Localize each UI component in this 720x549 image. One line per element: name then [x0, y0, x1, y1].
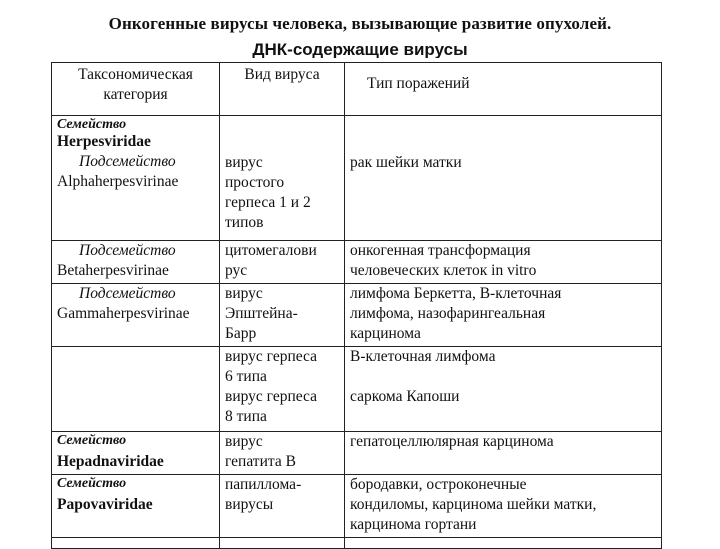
header-virus [220, 63, 345, 116]
virus-line: типов [225, 214, 264, 231]
lesion-line: бородавки, остроконечные [350, 476, 527, 493]
virus-line: рус [225, 262, 248, 279]
taxon-cell [52, 241, 220, 284]
virus-line: вирус герпеса [225, 348, 317, 365]
virus-line: герпеса 1 и 2 [225, 194, 311, 211]
virus-table [51, 62, 662, 549]
virus-line: гепатита В [225, 453, 296, 470]
lesion-line: В-клеточная лимфома [350, 348, 496, 365]
virus-line: 8 типа [225, 408, 267, 425]
document-title: Онкогенные вирусы человека, вызывающие развитие опухолей. [108, 14, 612, 33]
virus-cell [220, 538, 345, 549]
lesion-cell [345, 347, 662, 432]
subfamily-name: Alphaherpesvirinae [57, 173, 179, 190]
virus-line: цитомегалови [225, 242, 317, 259]
subfamily-name: Gammaherpesvirinae [57, 305, 190, 322]
lesion-line: человеческих клеток in vitro [350, 262, 537, 279]
family-label: Семейство [57, 117, 127, 132]
taxon-cell [52, 347, 220, 432]
table-row [52, 284, 662, 347]
lesion-cell [345, 116, 662, 241]
virus-line: папиллома- [225, 476, 302, 493]
document-subtitle: ДНК-содержащие вирусы [252, 40, 468, 58]
table-row [52, 538, 662, 549]
virus-line: простого [225, 174, 285, 191]
table-row [52, 432, 662, 475]
virus-line: вирус герпеса [225, 388, 317, 405]
virus-line: вирусы [225, 496, 274, 513]
subfamily-label: Подсемейство [79, 242, 176, 259]
taxon-cell [52, 116, 220, 241]
lesion-line: онкогенная трансформация [350, 242, 531, 259]
family-name: Hepadnaviridae [57, 453, 164, 470]
header-taxon-line: Таксономическая [78, 66, 193, 83]
header-virus-text: Вид вируса [244, 66, 320, 83]
lesion-cell [345, 475, 662, 538]
subfamily-label: Подсемейство [79, 153, 176, 170]
virus-cell [220, 284, 345, 347]
header-lesion [345, 63, 662, 116]
virus-cell [220, 432, 345, 475]
lesion-line: лимфома, назофарингеальная [350, 305, 546, 322]
subfamily-name: Betaherpesvirinae [57, 262, 169, 279]
family-name: Papovaviridae [57, 496, 153, 513]
subfamily-label: Подсемейство [79, 285, 176, 302]
lesion-line: рак шейки матки [350, 154, 462, 171]
virus-line: Барр [225, 325, 257, 342]
header-lesion-text: Тип поражений [367, 75, 470, 92]
table-row [52, 241, 662, 284]
family-label: Семейство [57, 476, 127, 491]
virus-cell [220, 116, 345, 241]
virus-cell [220, 347, 345, 432]
lesion-line: лимфома Беркетта, В-клеточная [350, 285, 562, 302]
virus-line: вирус [225, 433, 263, 450]
virus-cell [220, 241, 345, 284]
taxon-cell [52, 284, 220, 347]
table-row [52, 116, 662, 241]
lesion-cell [345, 538, 662, 549]
table-row [52, 475, 662, 538]
header-taxon-line: категория [103, 86, 168, 103]
lesion-cell [345, 241, 662, 284]
header-row [52, 63, 662, 116]
taxon-cell [52, 432, 220, 475]
lesion-line: карцинома гортани [350, 516, 477, 533]
lesion-line: саркома Капоши [350, 388, 460, 405]
family-name: Herpesviridae [57, 133, 151, 150]
virus-line: 6 типа [225, 368, 267, 385]
taxon-cell [52, 538, 220, 549]
virus-line: Эпштейна- [225, 305, 298, 322]
virus-line: вирус [225, 154, 263, 171]
lesion-line: гепатоцеллюлярная карцинома [350, 433, 554, 450]
virus-cell [220, 475, 345, 538]
lesion-line: кондиломы, карцинома шейки матки, [350, 496, 597, 513]
taxon-cell [52, 475, 220, 538]
lesion-line: карцинома [350, 325, 421, 342]
virus-line: вирус [225, 285, 263, 302]
table-row [52, 347, 662, 432]
family-label: Семейство [57, 433, 127, 448]
header-taxon [52, 63, 220, 116]
lesion-cell [345, 284, 662, 347]
lesion-cell [345, 432, 662, 475]
